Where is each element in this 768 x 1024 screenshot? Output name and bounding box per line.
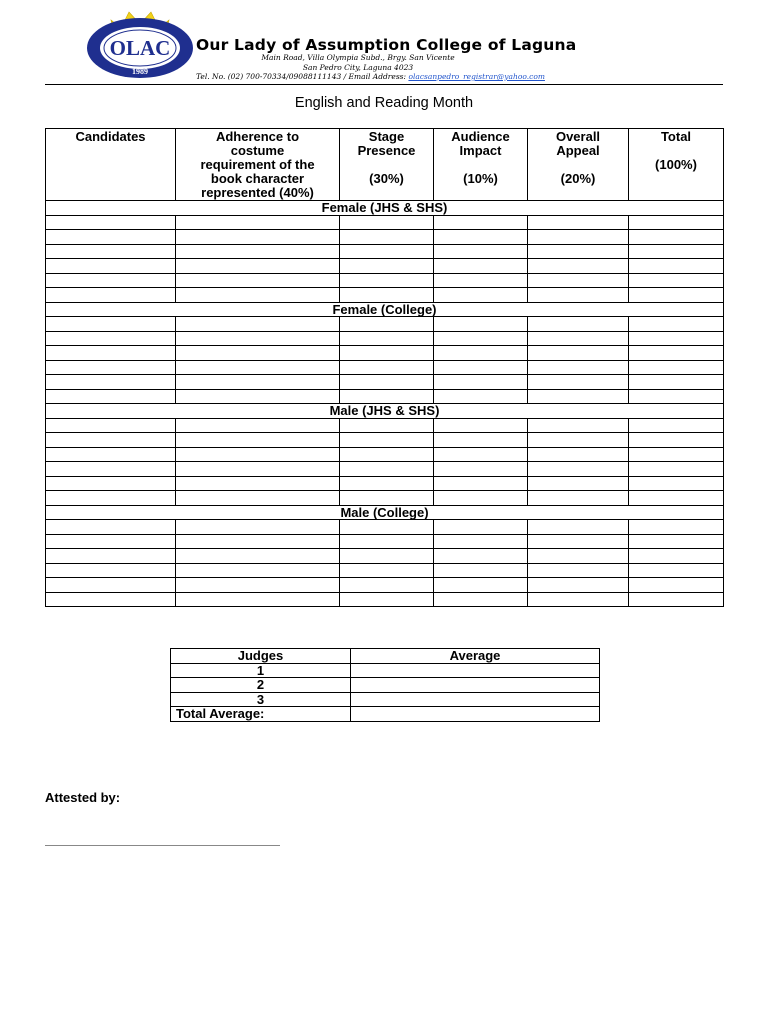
column-header-audience-impact: Audience Impact (10%) (434, 129, 528, 201)
score-cell[interactable] (176, 360, 340, 375)
score-cell[interactable] (434, 563, 528, 578)
score-cell[interactable] (340, 476, 434, 491)
judges-header: Judges (171, 649, 351, 664)
score-cell[interactable] (528, 549, 629, 564)
score-cell[interactable] (340, 230, 434, 245)
score-cell[interactable] (629, 520, 724, 535)
score-cell[interactable] (528, 462, 629, 477)
score-cell[interactable] (528, 244, 629, 259)
score-cell[interactable] (434, 375, 528, 390)
score-cell[interactable] (340, 288, 434, 303)
score-cell[interactable] (176, 244, 340, 259)
score-cell[interactable] (176, 433, 340, 448)
score-cell[interactable] (434, 230, 528, 245)
candidate-row (46, 317, 724, 332)
contact-prefix: Tel. No. (02) 700-70334/09088111143 / Email Address: (196, 72, 409, 81)
candidate-row (46, 520, 724, 535)
score-cell[interactable] (46, 259, 176, 274)
score-cell[interactable] (46, 215, 176, 230)
score-cell[interactable] (629, 346, 724, 361)
score-cell[interactable] (46, 563, 176, 578)
score-cell[interactable] (176, 317, 340, 332)
score-cell[interactable] (340, 259, 434, 274)
score-cell[interactable] (434, 317, 528, 332)
score-cell[interactable] (46, 389, 176, 404)
judge-row (171, 678, 600, 693)
candidate-row (46, 389, 724, 404)
score-cell[interactable] (528, 534, 629, 549)
logo-year: 1989 (132, 67, 148, 76)
score-cell[interactable] (629, 447, 724, 462)
score-cell[interactable] (434, 491, 528, 506)
score-cell[interactable] (176, 476, 340, 491)
score-cell[interactable] (176, 215, 340, 230)
score-cell[interactable] (629, 244, 724, 259)
score-cell[interactable] (340, 534, 434, 549)
score-cell[interactable] (46, 360, 176, 375)
score-cell[interactable] (340, 491, 434, 506)
score-cell[interactable] (629, 592, 724, 607)
score-cell[interactable] (434, 433, 528, 448)
score-cell[interactable] (46, 476, 176, 491)
score-table (45, 128, 724, 607)
score-cell[interactable] (176, 520, 340, 535)
score-cell[interactable] (629, 331, 724, 346)
score-cell[interactable] (176, 549, 340, 564)
score-cell[interactable] (176, 592, 340, 607)
average-header: Average (351, 649, 600, 664)
score-cell[interactable] (629, 317, 724, 332)
score-cell[interactable] (340, 447, 434, 462)
candidate-row (46, 563, 724, 578)
score-cell[interactable] (629, 433, 724, 448)
section-label: Male (College) (46, 505, 724, 520)
score-cell[interactable] (629, 360, 724, 375)
candidate-row (46, 230, 724, 245)
score-cell[interactable] (528, 563, 629, 578)
section-label: Male (JHS & SHS) (46, 404, 724, 419)
score-cell[interactable] (434, 331, 528, 346)
score-cell[interactable] (528, 331, 629, 346)
score-cell[interactable] (46, 578, 176, 593)
score-cell[interactable] (176, 578, 340, 593)
score-cell[interactable] (46, 491, 176, 506)
judge-number: 2 (171, 678, 351, 693)
email-link[interactable]: olacsanpedro_registrar@yahoo.com (408, 72, 545, 81)
score-cell[interactable] (340, 433, 434, 448)
score-cell[interactable] (340, 346, 434, 361)
score-cell[interactable] (528, 476, 629, 491)
score-cell[interactable] (629, 462, 724, 477)
candidate-row (46, 549, 724, 564)
section-label: Female (JHS & SHS) (46, 201, 724, 216)
candidate-row (46, 578, 724, 593)
score-cell[interactable] (340, 331, 434, 346)
score-cell[interactable] (629, 418, 724, 433)
address-line-1: Main Road, Villa Olympia Subd., Brgy. San Vicente (261, 53, 455, 62)
score-cell[interactable] (528, 389, 629, 404)
score-cell[interactable] (528, 215, 629, 230)
score-cell[interactable] (434, 389, 528, 404)
score-cell[interactable] (629, 375, 724, 390)
score-cell[interactable] (434, 549, 528, 564)
score-cell[interactable] (46, 433, 176, 448)
candidate-row (46, 476, 724, 491)
judge-row (171, 663, 600, 678)
score-cell[interactable] (434, 476, 528, 491)
contact-line (196, 72, 545, 81)
judge-average-cell[interactable] (351, 663, 600, 678)
score-cell[interactable] (340, 462, 434, 477)
score-cell[interactable] (434, 578, 528, 593)
score-cell[interactable] (46, 418, 176, 433)
score-cell[interactable] (629, 215, 724, 230)
score-cell[interactable] (176, 331, 340, 346)
score-cell[interactable] (528, 447, 629, 462)
logo-initials: OLAC (109, 36, 171, 60)
judge-number: 1 (171, 663, 351, 678)
score-cell[interactable] (176, 389, 340, 404)
score-cell[interactable] (629, 230, 724, 245)
score-cell[interactable] (176, 259, 340, 274)
score-cell[interactable] (46, 317, 176, 332)
score-cell[interactable] (340, 592, 434, 607)
section-row (46, 201, 724, 216)
score-cell[interactable] (340, 215, 434, 230)
score-cell[interactable] (528, 578, 629, 593)
column-header-stage-presence: Stage Presence (30%) (340, 129, 434, 201)
score-cell[interactable] (340, 375, 434, 390)
score-cell[interactable] (176, 491, 340, 506)
column-header-costume: Adherence to costume requirement of the book character represented (40%) (176, 129, 340, 201)
judge-average-cell[interactable] (351, 692, 600, 707)
score-cell[interactable] (629, 563, 724, 578)
score-cell[interactable] (528, 592, 629, 607)
score-cell[interactable] (528, 317, 629, 332)
score-cell[interactable] (340, 418, 434, 433)
score-cell[interactable] (46, 273, 176, 288)
candidate-row (46, 433, 724, 448)
candidate-row (46, 259, 724, 274)
score-cell[interactable] (528, 520, 629, 535)
score-cell[interactable] (528, 375, 629, 390)
candidate-row (46, 288, 724, 303)
score-cell[interactable] (46, 244, 176, 259)
candidate-row (46, 418, 724, 433)
score-cell[interactable] (629, 259, 724, 274)
score-cell[interactable] (176, 462, 340, 477)
candidate-row (46, 244, 724, 259)
score-cell[interactable] (46, 462, 176, 477)
score-cell[interactable] (629, 476, 724, 491)
score-cell[interactable] (434, 592, 528, 607)
attested-by-label: Attested by: (45, 790, 121, 805)
score-cell[interactable] (340, 549, 434, 564)
candidate-row (46, 592, 724, 607)
candidate-row (46, 375, 724, 390)
column-header-candidates: Candidates (46, 129, 176, 201)
address-line-2: San Pedro City, Laguna 4023 (302, 63, 414, 72)
section-row (46, 505, 724, 520)
score-cell[interactable] (528, 360, 629, 375)
score-cell[interactable] (46, 288, 176, 303)
olac-logo (85, 8, 195, 80)
score-cell[interactable] (176, 375, 340, 390)
score-cell[interactable] (176, 230, 340, 245)
score-cell[interactable] (46, 346, 176, 361)
score-cell[interactable] (46, 592, 176, 607)
score-cell[interactable] (176, 534, 340, 549)
column-header-overall-appeal: Overall Appeal (20%) (528, 129, 629, 201)
score-cell[interactable] (46, 375, 176, 390)
score-cell[interactable] (629, 534, 724, 549)
candidate-row (46, 346, 724, 361)
total-average-cell[interactable] (351, 707, 600, 722)
candidate-row (46, 273, 724, 288)
score-cell[interactable] (434, 534, 528, 549)
score-cell[interactable] (176, 563, 340, 578)
score-cell[interactable] (528, 346, 629, 361)
score-cell[interactable] (176, 288, 340, 303)
score-table-body (46, 201, 724, 607)
score-cell[interactable] (629, 549, 724, 564)
score-cell[interactable] (629, 389, 724, 404)
score-cell[interactable] (46, 331, 176, 346)
candidate-row (46, 215, 724, 230)
score-cell[interactable] (434, 360, 528, 375)
section-row (46, 302, 724, 317)
score-cell[interactable] (340, 360, 434, 375)
score-cell[interactable] (434, 215, 528, 230)
document-title: English and Reading Month (294, 95, 474, 111)
judge-average-cell[interactable] (351, 678, 600, 693)
score-cell[interactable] (434, 462, 528, 477)
judges-table-header (171, 649, 600, 664)
score-cell[interactable] (434, 520, 528, 535)
total-average-row (171, 707, 600, 722)
score-cell[interactable] (46, 520, 176, 535)
score-cell[interactable] (340, 520, 434, 535)
candidate-row (46, 491, 724, 506)
letterhead (45, 8, 723, 85)
total-average-label: Total Average: (171, 707, 351, 722)
column-header-total: Total (100%) (629, 129, 724, 201)
score-cell[interactable] (46, 534, 176, 549)
score-cell[interactable] (434, 288, 528, 303)
judge-number: 3 (171, 692, 351, 707)
score-cell[interactable] (434, 259, 528, 274)
score-table-header (46, 129, 724, 201)
score-cell[interactable] (340, 317, 434, 332)
section-row (46, 404, 724, 419)
score-cell[interactable] (528, 433, 629, 448)
score-cell[interactable] (340, 273, 434, 288)
score-cell[interactable] (434, 447, 528, 462)
score-cell[interactable] (528, 288, 629, 303)
score-cell[interactable] (176, 346, 340, 361)
score-cell[interactable] (340, 563, 434, 578)
candidate-row (46, 360, 724, 375)
section-label: Female (College) (46, 302, 724, 317)
signature-line (45, 845, 280, 846)
candidate-row (46, 447, 724, 462)
score-cell[interactable] (340, 578, 434, 593)
score-cell[interactable] (528, 230, 629, 245)
score-cell[interactable] (434, 418, 528, 433)
score-cell[interactable] (176, 418, 340, 433)
candidate-row (46, 331, 724, 346)
school-name: Our Lady of Assumption College of Laguna (196, 36, 577, 54)
score-cell[interactable] (434, 244, 528, 259)
score-cell[interactable] (176, 273, 340, 288)
judges-table (170, 648, 600, 722)
score-cell[interactable] (629, 578, 724, 593)
score-cell[interactable] (629, 288, 724, 303)
score-cell[interactable] (629, 491, 724, 506)
candidate-row (46, 462, 724, 477)
score-cell[interactable] (46, 549, 176, 564)
judge-row (171, 692, 600, 707)
score-cell[interactable] (340, 244, 434, 259)
score-cell[interactable] (46, 230, 176, 245)
score-cell[interactable] (528, 259, 629, 274)
candidate-row (46, 534, 724, 549)
score-cell[interactable] (528, 273, 629, 288)
score-cell[interactable] (340, 389, 434, 404)
score-cell[interactable] (434, 273, 528, 288)
score-cell[interactable] (528, 491, 629, 506)
score-cell[interactable] (434, 346, 528, 361)
score-cell[interactable] (528, 418, 629, 433)
score-cell[interactable] (46, 447, 176, 462)
score-cell[interactable] (629, 273, 724, 288)
score-cell[interactable] (176, 447, 340, 462)
